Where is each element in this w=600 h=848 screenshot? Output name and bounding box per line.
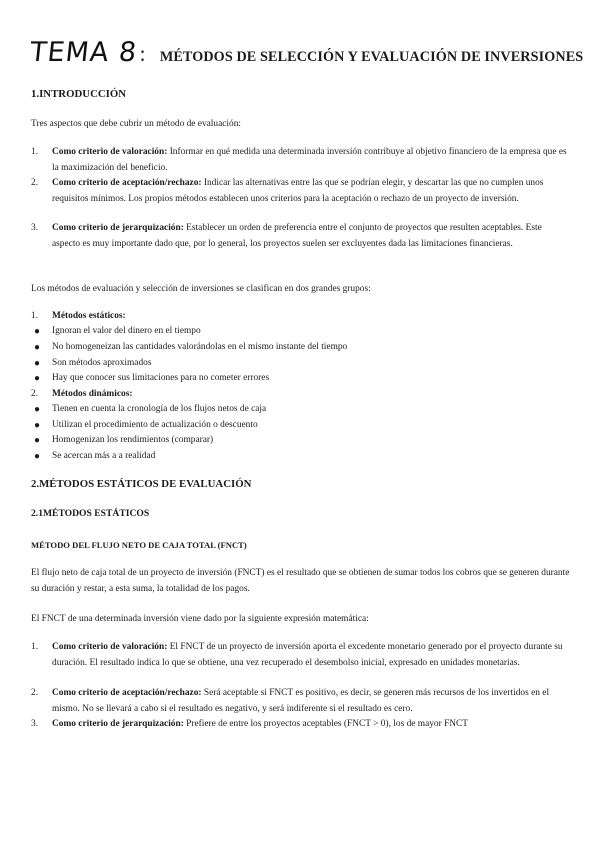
section-heading-intro: 1.INTRODUCCIÓN xyxy=(31,88,127,100)
list-number: 2. xyxy=(31,688,39,698)
list-number: 2. xyxy=(31,389,39,399)
list-number: 2. xyxy=(31,178,39,188)
list-body: Establecer un orden de preferencia entre el conjunto de proyectos que resulten aceptables. Este aspecto es muy importante dado que, por lo general, los proyectos suelen ser excluyentes dada las limitaciones financieras. xyxy=(52,223,542,249)
list-label: Como criterio de aceptación/rechazo: xyxy=(52,178,202,188)
list-body: Prefiere de entre los proyectos aceptables (FNCT > 0), los de mayor FNCT xyxy=(186,719,469,729)
list-text xyxy=(52,717,572,733)
list-number: 3. xyxy=(31,223,39,233)
bullet-icon: ● xyxy=(34,451,41,462)
list-text xyxy=(52,221,572,252)
tema-colon: : xyxy=(139,42,146,66)
list-label: Como criterio de jerarquización: xyxy=(52,223,184,233)
bullet-text: Ignoran el valor del dinero en el tiempo xyxy=(52,326,201,336)
title-text: MÉTODOS DE SELECCIÓN Y EVALUACIÓN DE INVERSIONES xyxy=(159,49,584,65)
bullet-text: Hay que conocer sus limitaciones para no cometer errores xyxy=(52,373,270,383)
document-title xyxy=(30,37,583,68)
list-number: 1. xyxy=(31,311,39,321)
list-label: Como criterio de aceptación/rechazo: xyxy=(52,688,202,698)
list-body: Indicar las alternativas entre las que se podrían elegir, y descartar las que no cumplen unos requisitos mínimos. Los propios métodos establecen unos criterios para la aceptación o rechazo de un proyecto de inversión. xyxy=(52,178,544,204)
bullet-icon: ● xyxy=(34,404,41,415)
list-text xyxy=(52,686,572,717)
section-heading-static: 2.MÉTODOS ESTÁTICOS DE EVALUACIÓN xyxy=(31,478,252,490)
list-number: 1. xyxy=(31,147,39,157)
bullet-text: Tienen en cuenta la cronología de los flujos netos de caja xyxy=(52,404,267,414)
list-body: Informar en qué medida una determinada inversión contribuye al objetivo financiero de la empresa que es la maximización del beneficio. xyxy=(52,147,567,173)
fnct-definition: El flujo neto de caja total de un proyecto de inversión (FNCT) es el resultado que se obtienen de sumar todos los cobros que se generen durante su duración y restar, a esta suma, la totalidad de los pagos. xyxy=(31,568,570,594)
list-label: Como criterio de valoración: xyxy=(52,642,168,652)
groups-lead: Los métodos de evaluación y selección de inversiones se clasifican en dos grandes grupos: xyxy=(31,284,371,294)
list-number: 3. xyxy=(31,719,39,729)
bullet-icon: ● xyxy=(34,420,41,431)
bullet-text: Se acercan más a a realidad xyxy=(52,451,156,461)
list-body: Será aceptable si FNCT es positivo, es decir, se generen más recursos de los invertidos en el mismo. No se llevará a cabo si el resultado es negativo, y será indiferente si el resultado es cero. xyxy=(52,688,550,714)
group-label: Métodos estáticos: xyxy=(52,311,126,321)
list-text xyxy=(52,640,572,671)
list-text xyxy=(52,309,572,325)
bullet-text: Son métodos aproximados xyxy=(52,358,152,368)
list-text xyxy=(52,176,572,207)
list-label: Como criterio de jerarquización: xyxy=(52,719,184,729)
bullet-text: No homogeneizan las cantidades valorándolas en el mismo instante del tiempo xyxy=(52,342,348,352)
bullet-text: Utilizan el procedimiento de actualización o descuento xyxy=(52,420,258,430)
list-number: 1. xyxy=(31,642,39,652)
bullet-icon: ● xyxy=(34,435,41,446)
list-text xyxy=(52,145,572,176)
bullet-icon: ● xyxy=(34,342,41,353)
list-text xyxy=(52,387,572,403)
tema-label: TEMA 8 xyxy=(28,37,139,68)
bullet-icon: ● xyxy=(34,326,41,337)
list-body: El FNCT de un proyecto de inversión aporta el excedente monetario generado por el proyecto durante su duración. El resultado indica lo que se obtiene, una vez recuperado el desembolso inicial, expresado en unidades monetarias. xyxy=(52,642,563,668)
bullet-icon: ● xyxy=(34,373,41,384)
fnct-expression-lead: El FNCT de una determinada inversión viene dado por la siguiente expresión matemática: xyxy=(31,614,369,624)
list-label: Como criterio de valoración: xyxy=(52,147,168,157)
bullet-text: Homogenizan los rendimientos (comparar) xyxy=(52,435,214,445)
group-label: Métodos dinámicos: xyxy=(52,389,133,399)
intro-lead: Tres aspectos que debe cubrir un método de evaluación: xyxy=(31,119,242,129)
subsection-heading: 2.1MÉTODOS ESTÁTICOS xyxy=(31,508,150,519)
method-title: MÉTODO DEL FLUJO NETO DE CAJA TOTAL (FNCT) xyxy=(31,540,247,550)
bullet-icon: ● xyxy=(34,358,41,369)
